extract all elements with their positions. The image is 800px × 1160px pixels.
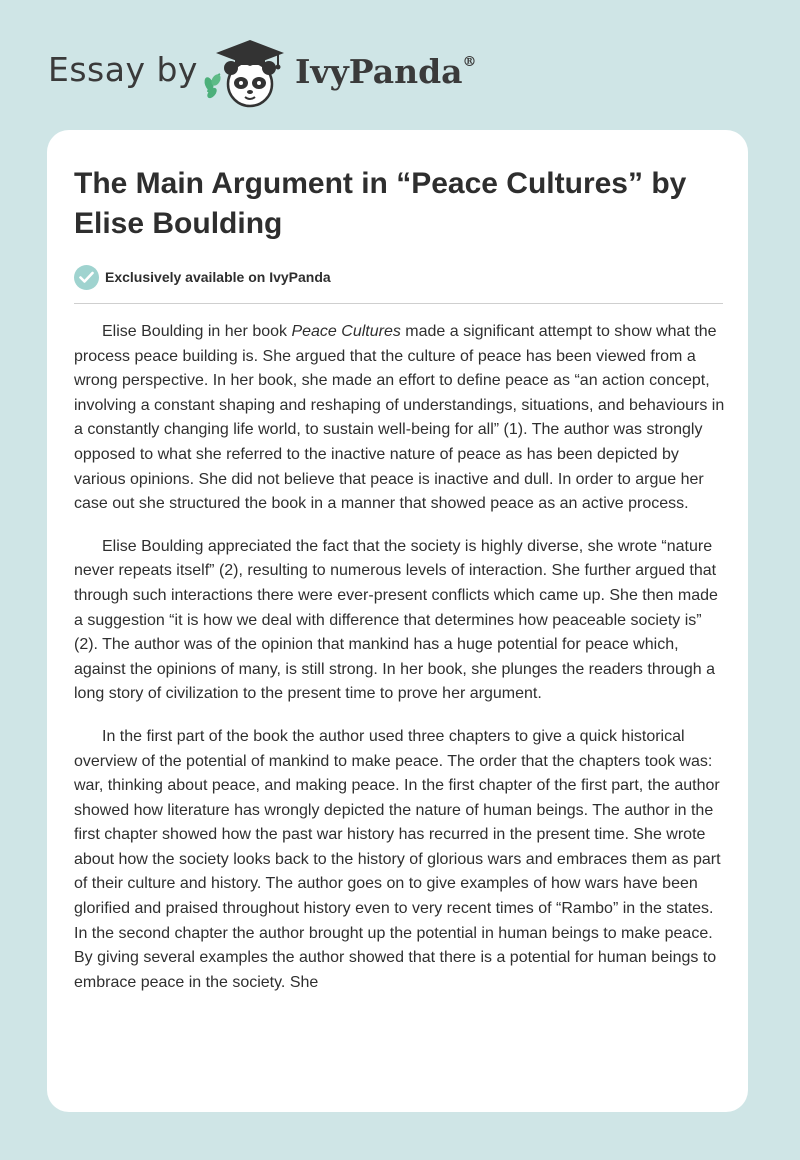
exclusive-badge [74,264,331,290]
page-title: The Main Argument in “Peace Cultures” by Elise Boulding [74,167,687,240]
check-circle-icon [74,265,99,290]
exclusive-label: Exclusively available on IvyPanda [105,269,331,285]
essay-card [47,130,748,1112]
brand-name[interactable]: IvyPanda® [295,52,477,91]
site-header [0,0,800,130]
paragraph: Elise Boulding in her book Peace Cultures made a significant attempt to show what the process peace building is. She argued that the culture of peace has been viewed from a wrong perspective. In her book, she made an effort to define peace as “an action concept, involving a constant shaping and reshaping of understandings, situations, and behaviours in a constantly changing life world, to sustain well-being for all” (1). The author was strongly opposed to what she referred to the inactive nature of peace as has been depicted by various opinions. She did not believe that peace is inactive and dull. In order to argue her case out she structured the book in a manner that showed peace as an active process. [74,323,725,513]
book-title: Peace Cultures [291,323,401,340]
paragraph: Elise Boulding appreciated the fact that the society is highly diverse, she wrote “nature never repeats itself” (2), resulting to numerous levels of interaction. She further argued that through such interactions there were ever-present conflicts which came up. She then made a suggestion “it is how we deal with difference that determines how peaceable society is” (2). The author was of the opinion that mankind has a huge potential for peace which, against the opinions of many, is still strong. In her book, she plunges the readers through a long story of civilization to the present time to prove her argument. [74,537,718,703]
paragraph: In the first part of the book the author used three chapters to give a quick historical overview of the potential of mankind to make peace. The order that the chapters took was: war, thinking about peace, and making peace. In the first chapter of the first part, the author showed how literature has wrongly depicted the nature of human beings. The author in the first chapter showed how the past war history has recurred in the present time. She wrote about how the society looks back to the history of glorious wars and embraces them as part of their culture and history. The author goes on to give examples of how wars have been glorified and praised throughout history even to very recent times of “Rambo” in the states. In the second chapter the author brought up the potential in human beings to make peace. By giving several examples the author showed that there is a potential for human beings to embrace peace in the society. She [74,727,721,991]
essay-by-label: Essay by [48,50,198,89]
essay-body [74,320,725,1013]
panda-logo-icon[interactable] [200,36,288,110]
divider [74,303,723,304]
registered-mark: ® [462,54,477,70]
